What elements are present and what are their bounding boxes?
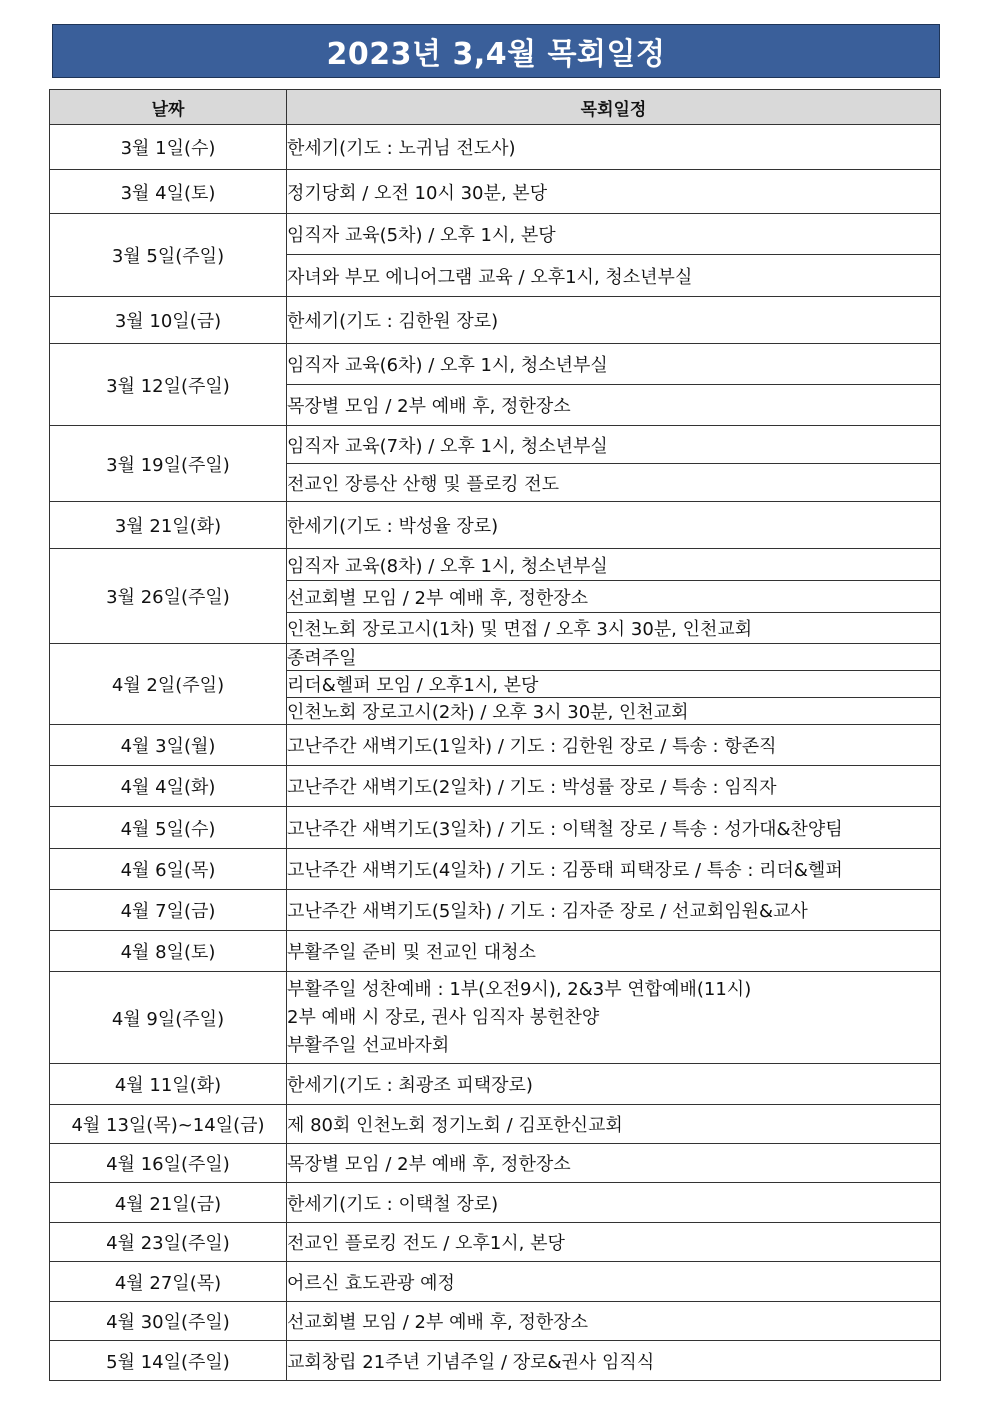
table-row (50, 1341, 941, 1381)
table-row (50, 297, 941, 344)
event-cell: 전교인 장릉산 산행 및 플로킹 전도 (287, 464, 941, 502)
table-row (50, 1223, 941, 1262)
table-row (50, 1262, 941, 1302)
event-cell: 고난주간 새벽기도(1일차) / 기도 : 김한원 장로 / 특송 : 항존직 (287, 725, 941, 766)
table-row (50, 972, 941, 1064)
table-row (50, 807, 941, 849)
date-cell: 4월 23일(주일) (50, 1223, 287, 1262)
event-cell: 리더&헬퍼 모임 / 오후1시, 본당 (287, 671, 941, 698)
event-cell: 인천노회 장로고시(1차) 및 면접 / 오후 3시 30분, 인천교회 (287, 613, 941, 644)
event-cell: 고난주간 새벽기도(5일차) / 기도 : 김자준 장로 / 선교회임원&교사 (287, 890, 941, 931)
date-cell: 5월 14일(주일) (50, 1341, 287, 1381)
table-row (50, 725, 941, 766)
date-cell: 4월 7일(금) (50, 890, 287, 931)
date-cell: 4월 2일(주일) (50, 644, 287, 725)
table-row (50, 214, 941, 255)
event-cell: 임직자 교육(8차) / 오후 1시, 청소년부실 (287, 549, 941, 581)
event-cell: 자녀와 부모 에니어그램 교육 / 오후1시, 청소년부실 (287, 255, 941, 297)
event-cell: 선교회별 모임 / 2부 예배 후, 정한장소 (287, 1302, 941, 1341)
table-row (50, 549, 941, 581)
event-cell: 고난주간 새벽기도(4일차) / 기도 : 김풍태 피택장로 / 특송 : 리더&헬퍼 (287, 849, 941, 890)
event-cell: 선교회별 모임 / 2부 예배 후, 정한장소 (287, 581, 941, 613)
table-row (50, 344, 941, 385)
event-cell: 임직자 교육(7차) / 오후 1시, 청소년부실 (287, 426, 941, 464)
event-cell: 한세기(기도 : 이택철 장로) (287, 1183, 941, 1223)
date-cell: 3월 21일(화) (50, 502, 287, 549)
event-line: 2부 예배 시 장로, 권사 임직자 봉헌찬양 (287, 1006, 600, 1028)
date-cell: 4월 3일(월) (50, 725, 287, 766)
event-cell: 제 80회 인천노회 정기노회 / 김포한신교회 (287, 1105, 941, 1144)
event-cell: 한세기(기도 : 김한원 장로) (287, 297, 941, 344)
event-cell: 전교인 플로킹 전도 / 오후1시, 본당 (287, 1223, 941, 1262)
event-line: 부활주일 선교바자회 (287, 1034, 450, 1056)
table-header-row (50, 90, 941, 125)
table-row (50, 1183, 941, 1223)
date-cell: 3월 10일(금) (50, 297, 287, 344)
event-cell: 고난주간 새벽기도(3일차) / 기도 : 이택철 장로 / 특송 : 성가대&찬양팀 (287, 807, 941, 849)
date-cell: 4월 13일(목)~14일(금) (50, 1105, 287, 1144)
table-row (50, 502, 941, 549)
table-row (50, 849, 941, 890)
table-row (50, 931, 941, 972)
table-row (50, 1144, 941, 1183)
event-cell: 목장별 모임 / 2부 예배 후, 정한장소 (287, 385, 941, 426)
header-schedule: 목회일정 (287, 90, 941, 125)
event-cell: 정기당회 / 오전 10시 30분, 본당 (287, 170, 941, 214)
event-cell: 한세기(기도 : 박성율 장로) (287, 502, 941, 549)
date-cell: 4월 5일(수) (50, 807, 287, 849)
date-cell: 3월 4일(토) (50, 170, 287, 214)
schedule-body (50, 125, 941, 1381)
date-cell: 3월 12일(주일) (50, 344, 287, 426)
table-row (50, 426, 941, 464)
date-cell: 4월 11일(화) (50, 1064, 287, 1105)
event-cell: 한세기(기도 : 노귀님 전도사) (287, 125, 941, 170)
table-row (50, 170, 941, 214)
event-cell (287, 972, 941, 1064)
table-row (50, 890, 941, 931)
event-cell: 목장별 모임 / 2부 예배 후, 정한장소 (287, 1144, 941, 1183)
table-row (50, 125, 941, 170)
date-cell: 4월 27일(목) (50, 1262, 287, 1302)
table-row (50, 1064, 941, 1105)
table-row (50, 1105, 941, 1144)
date-cell: 3월 5일(주일) (50, 214, 287, 297)
date-cell: 4월 9일(주일) (50, 972, 287, 1064)
event-cell: 인천노회 장로고시(2차) / 오후 3시 30분, 인천교회 (287, 698, 941, 725)
date-cell: 4월 16일(주일) (50, 1144, 287, 1183)
schedule-table (49, 89, 941, 1381)
date-cell: 4월 21일(금) (50, 1183, 287, 1223)
table-row (50, 766, 941, 807)
event-cell: 부활주일 준비 및 전교인 대청소 (287, 931, 941, 972)
table-row (50, 1302, 941, 1341)
table-row (50, 644, 941, 671)
event-cell: 종려주일 (287, 644, 941, 671)
event-line: 부활주일 성찬예배 : 1부(오전9시), 2&3부 연합예배(11시) (287, 978, 752, 1000)
header-date: 날짜 (50, 90, 287, 125)
date-cell: 4월 6일(목) (50, 849, 287, 890)
event-cell: 한세기(기도 : 최광조 피택장로) (287, 1064, 941, 1105)
event-cell: 고난주간 새벽기도(2일차) / 기도 : 박성률 장로 / 특송 : 임직자 (287, 766, 941, 807)
date-cell: 3월 26일(주일) (50, 549, 287, 644)
date-cell: 4월 30일(주일) (50, 1302, 287, 1341)
date-cell: 4월 8일(토) (50, 931, 287, 972)
event-cell: 교회창립 21주년 기념주일 / 장로&권사 임직식 (287, 1341, 941, 1381)
date-cell: 4월 4일(화) (50, 766, 287, 807)
event-cell: 임직자 교육(6차) / 오후 1시, 청소년부실 (287, 344, 941, 385)
title-banner (52, 24, 940, 78)
date-cell: 3월 19일(주일) (50, 426, 287, 502)
date-cell: 3월 1일(수) (50, 125, 287, 170)
event-cell: 어르신 효도관광 예정 (287, 1262, 941, 1302)
page-title: 2023년 3,4월 목회일정 (326, 37, 666, 72)
event-cell: 임직자 교육(5차) / 오후 1시, 본당 (287, 214, 941, 255)
